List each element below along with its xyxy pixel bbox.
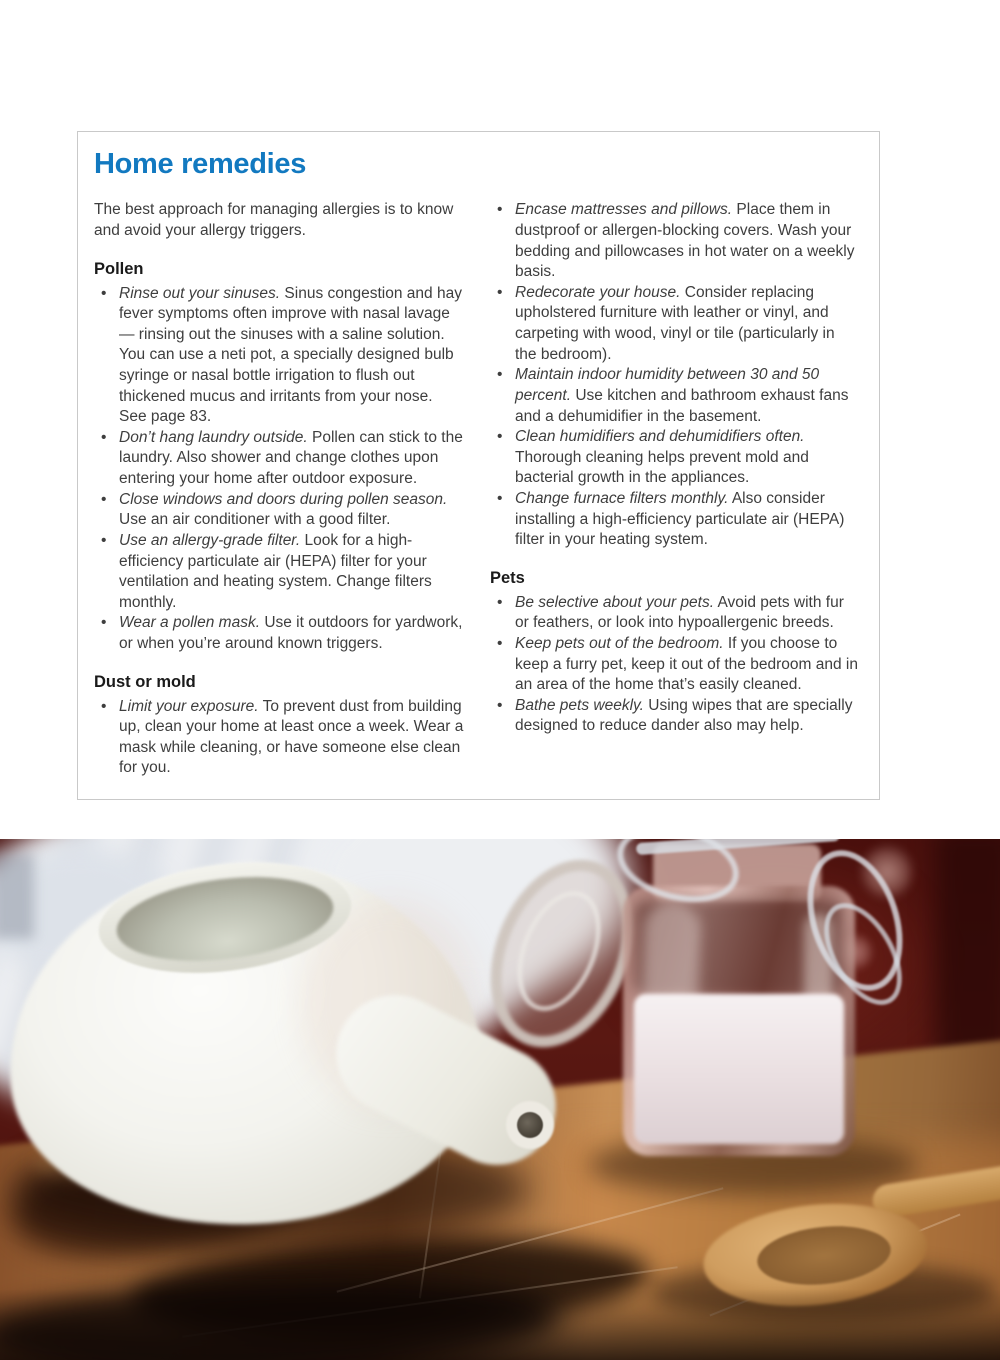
list-item: [94, 428, 464, 490]
bullet-text: Using wipes that are specially designed to reduce dander also may help.: [515, 696, 853, 735]
bullet-lead: Encase mattresses and pillows.: [515, 201, 733, 219]
bullet-text: Consider replacing upholstered furniture with leather or vinyl, and carpeting with wood, vinyl or tile (particularly in the bedroom).: [515, 283, 835, 363]
bullet-text: If you choose to keep a furry pet, keep it out of the bedroom and in an area of the home that’s easily cleaned.: [515, 634, 858, 694]
page-title: Home remedies: [94, 148, 307, 180]
section-heading-pollen: Pollen: [94, 259, 144, 278]
photo-neti-pot-scene: [0, 839, 1000, 1360]
list-item: [490, 283, 860, 365]
bullet-text: Place them in dustproof or allergen-blocking covers. Wash your bedding and pillowcases in hot water on a weekly basis.: [515, 201, 855, 281]
bullet-lead: Close windows and doors during pollen season.: [119, 490, 448, 508]
bullet-text: To prevent dust from building up, clean your home at least once a week. Wear a mask while cleaning, or have someone else clean for you.: [119, 697, 464, 777]
bullet-text: Use an air conditioner with a good filter.: [119, 511, 391, 529]
dust-or-mold-list: [94, 697, 464, 779]
bullet-text: Look for a high-efficiency particulate air (HEPA) filter for your ventilation and heating system. Change filters monthly.: [119, 531, 432, 611]
bullet-text: Use kitchen and bathroom exhaust fans and a dehumidifier in the basement.: [515, 386, 849, 425]
towel-fold: [0, 854, 34, 939]
bullet-lead: Rinse out your sinuses.: [119, 284, 281, 302]
bullet-lead: Limit your exposure.: [119, 697, 259, 715]
list-item: [94, 531, 464, 613]
pets-list: [490, 593, 860, 737]
bullet-text: Pollen can stick to the laundry. Also shower and change clothes upon entering your home after outdoor exposure.: [119, 428, 463, 488]
bullet-text: Also consider installing a high-efficiency particulate air (HEPA) filter in your heating system.: [515, 489, 845, 549]
bullet-text: Sinus congestion and hay fever symptoms often improve with nasal lavage — rinsing out the sinuses with a saline solution. You can use a neti pot, a specially designed bulb syringe or nasal bottle irrigation to flush out thickened mucus and irritants from your nose. See page 83.: [119, 284, 462, 426]
bullet-lead: Redecorate your house.: [515, 283, 681, 301]
neti-pot-spout-hole: [517, 1112, 543, 1138]
bullet-lead: Clean humidifiers and dehumidifiers often.: [515, 428, 805, 446]
list-item: [94, 284, 464, 428]
list-item: [94, 490, 464, 531]
right-column: [490, 200, 860, 779]
section-heading-pets: Pets: [490, 568, 525, 587]
columns: [94, 200, 863, 779]
list-item: [490, 634, 860, 696]
list-item: [490, 696, 860, 737]
list-item: [490, 427, 860, 489]
intro-paragraph: The best approach for managing allergies is to know and avoid your allergy triggers.: [94, 201, 454, 240]
bullet-text: Thorough cleaning helps prevent mold and bacterial growth in the appliances.: [515, 448, 809, 487]
bullet-lead: Wear a pollen mask.: [119, 614, 260, 632]
list-item: [490, 365, 860, 427]
bullet-lead: Don’t hang laundry outside.: [119, 428, 308, 446]
bullet-lead: Use an allergy-grade filter.: [119, 531, 301, 549]
bullet-lead: Change furnace filters monthly.: [515, 489, 729, 507]
bullet-text: Avoid pets with fur or feathers, or look into hypoallergenic breeds.: [515, 593, 844, 632]
bullet-lead: Maintain indoor humidity between 30 and 50 percent.: [515, 366, 820, 404]
section-heading-dust-or-mold: Dust or mold: [94, 672, 196, 691]
home-remedies-box: [77, 131, 880, 800]
bullet-lead: Be selective about your pets.: [515, 593, 715, 611]
list-item: [94, 697, 464, 779]
salt-jar: [618, 844, 860, 1164]
bullet-text: Use it outdoors for yardwork, or when you’re around known triggers.: [119, 614, 463, 652]
jar-salt-fill: [634, 994, 844, 1144]
left-column: [94, 200, 464, 779]
bullet-lead: Bathe pets weekly.: [515, 696, 644, 714]
list-item: [490, 200, 860, 282]
list-item: [490, 593, 860, 634]
list-item: [490, 489, 860, 551]
pollen-list: [94, 284, 464, 655]
bullet-lead: Keep pets out of the bedroom.: [515, 634, 724, 652]
list-item: [94, 613, 464, 654]
dust-or-mold-list-continued: [490, 200, 860, 550]
